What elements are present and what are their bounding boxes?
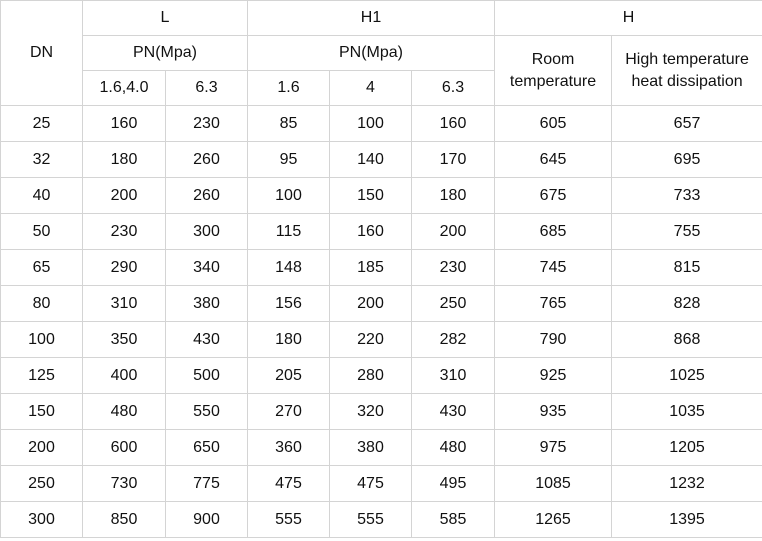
header-h: H [495,1,762,36]
table-cell: 475 [330,466,412,502]
table-cell: 185 [330,250,412,286]
header-h-room-temperature: Room temperature [495,36,612,106]
table-cell: 350 [83,322,166,358]
table-cell: 200 [1,430,83,466]
table-cell: 605 [495,106,612,142]
table-cell: 828 [612,286,762,322]
table-cell: 900 [166,502,248,538]
table-cell: 310 [412,358,495,394]
table-cell: 40 [1,178,83,214]
table-cell: 282 [412,322,495,358]
table-cell: 730 [83,466,166,502]
header-h1-pn: PN(Mpa) [248,36,495,71]
table-cell: 868 [612,322,762,358]
table-row [1,466,762,502]
table-cell: 180 [412,178,495,214]
table-row [1,358,762,394]
table-row [1,178,762,214]
table-cell: 205 [248,358,330,394]
header-h-high-temperature: High temperature heat dissipation [612,36,762,106]
table-cell: 685 [495,214,612,250]
table-cell: 200 [83,178,166,214]
table-cell: 775 [166,466,248,502]
table-row [1,142,762,178]
table-cell: 115 [248,214,330,250]
header-l-pn-2: 6.3 [166,71,248,106]
table-cell: 733 [612,178,762,214]
table-row [1,502,762,538]
table-cell: 230 [166,106,248,142]
table-cell: 657 [612,106,762,142]
table-cell: 300 [1,502,83,538]
table-cell: 250 [1,466,83,502]
table-cell: 650 [166,430,248,466]
table-cell: 50 [1,214,83,250]
table-cell: 1025 [612,358,762,394]
table-cell: 585 [412,502,495,538]
table-row [1,430,762,466]
table-cell: 310 [83,286,166,322]
table-cell: 32 [1,142,83,178]
table-cell: 430 [412,394,495,430]
table-row [1,106,762,142]
table-cell: 495 [412,466,495,502]
table-cell: 935 [495,394,612,430]
header-l-pn: PN(Mpa) [83,36,248,71]
table-cell: 160 [83,106,166,142]
table-cell: 1035 [612,394,762,430]
table-cell: 430 [166,322,248,358]
table-cell: 300 [166,214,248,250]
table-cell: 230 [412,250,495,286]
header-l: L [83,1,248,36]
table-cell: 400 [83,358,166,394]
table-cell: 850 [83,502,166,538]
header-h1: H1 [248,1,495,36]
table-row [1,214,762,250]
table-cell: 170 [412,142,495,178]
table-row [1,250,762,286]
table-cell: 260 [166,178,248,214]
table-cell: 975 [495,430,612,466]
table-row [1,394,762,430]
table-cell: 160 [330,214,412,250]
table-cell: 555 [248,502,330,538]
table-cell: 645 [495,142,612,178]
table-cell: 80 [1,286,83,322]
table-cell: 200 [412,214,495,250]
table-cell: 65 [1,250,83,286]
table-cell: 180 [248,322,330,358]
table-cell: 270 [248,394,330,430]
table-cell: 260 [166,142,248,178]
table-cell: 500 [166,358,248,394]
table-cell: 480 [412,430,495,466]
table-cell: 148 [248,250,330,286]
table-cell: 475 [248,466,330,502]
header-dn: DN [1,1,83,106]
table-cell: 160 [412,106,495,142]
table-cell: 1395 [612,502,762,538]
table-cell: 695 [612,142,762,178]
table-cell: 320 [330,394,412,430]
table-cell: 815 [612,250,762,286]
table-cell: 180 [83,142,166,178]
table-cell: 140 [330,142,412,178]
table-cell: 156 [248,286,330,322]
table-cell: 100 [1,322,83,358]
table-cell: 675 [495,178,612,214]
table-cell: 125 [1,358,83,394]
table-cell: 1205 [612,430,762,466]
table-cell: 765 [495,286,612,322]
table-cell: 230 [83,214,166,250]
table-cell: 25 [1,106,83,142]
table-cell: 290 [83,250,166,286]
header-h1-pn-2: 4 [330,71,412,106]
table-cell: 100 [330,106,412,142]
table-cell: 480 [83,394,166,430]
header-h1-pn-3: 6.3 [412,71,495,106]
table-cell: 220 [330,322,412,358]
header-l-pn-1: 1.6,4.0 [83,71,166,106]
table-cell: 555 [330,502,412,538]
table-cell: 1232 [612,466,762,502]
table-cell: 380 [330,430,412,466]
table-cell: 100 [248,178,330,214]
table-cell: 380 [166,286,248,322]
table-cell: 200 [330,286,412,322]
table-cell: 1265 [495,502,612,538]
table-cell: 250 [412,286,495,322]
table-cell: 360 [248,430,330,466]
table-cell: 1085 [495,466,612,502]
table-cell: 550 [166,394,248,430]
table-cell: 600 [83,430,166,466]
table-row [1,286,762,322]
table-cell: 85 [248,106,330,142]
table-row [1,322,762,358]
table-cell: 280 [330,358,412,394]
table-cell: 755 [612,214,762,250]
table-body [1,106,762,538]
table-cell: 790 [495,322,612,358]
table-cell: 95 [248,142,330,178]
table-cell: 150 [1,394,83,430]
table-cell: 340 [166,250,248,286]
table-cell: 745 [495,250,612,286]
table-cell: 150 [330,178,412,214]
table-cell: 925 [495,358,612,394]
header-h1-pn-1: 1.6 [248,71,330,106]
